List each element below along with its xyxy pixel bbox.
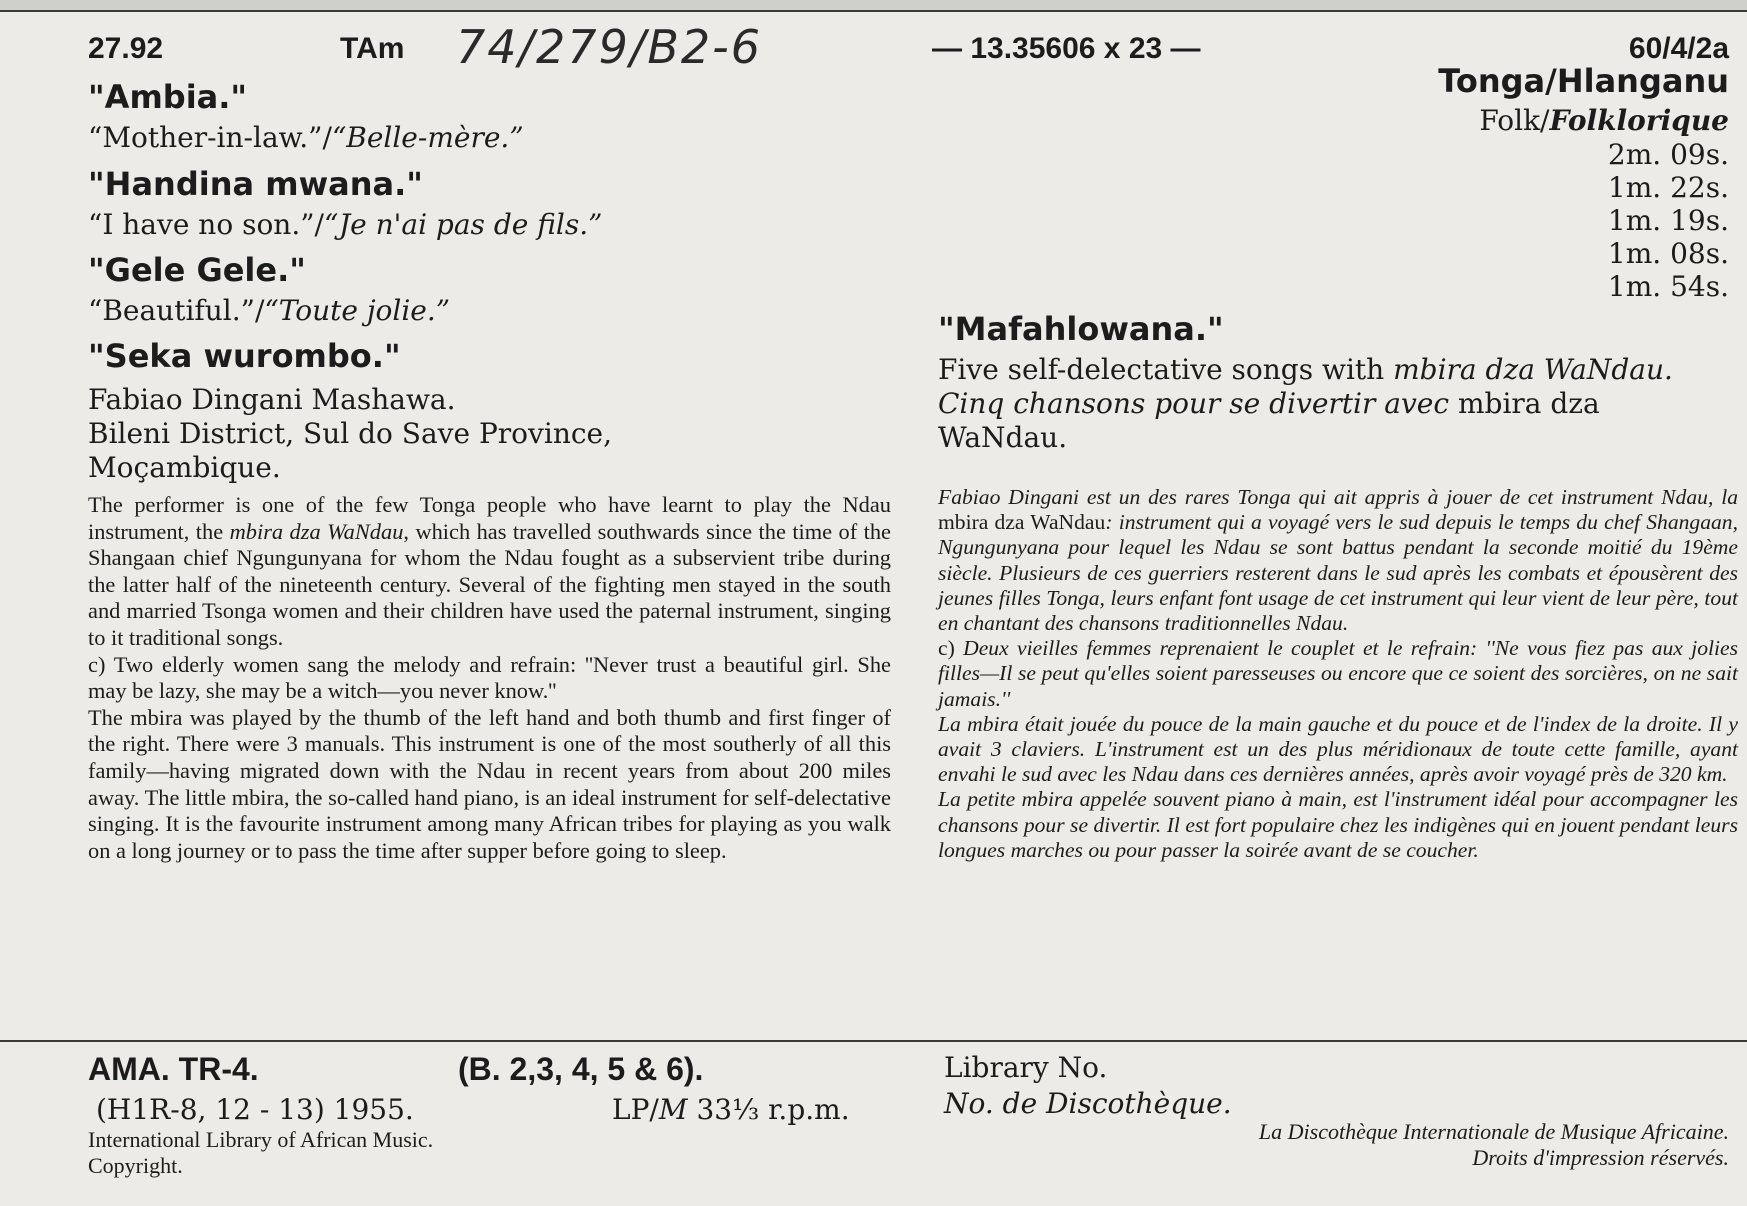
description-fr <box>938 387 1733 455</box>
song-title-mafahlowana: "Mafahlowana." <box>938 310 1224 348</box>
performer-info <box>88 383 888 485</box>
notes-en-text: The performer is one of the few Tonga people who have learnt to play the Ndau instrument, the <box>88 492 891 544</box>
translation-fr: “Je n'ai pas de fils.” <box>324 208 603 241</box>
format-rpm: 33⅓ r.p.m. <box>687 1093 850 1126</box>
format-label <box>612 1093 850 1126</box>
genre-en: Folk/ <box>1479 104 1550 137</box>
item-marker: c) <box>938 636 955 661</box>
translation-en: “Beautiful.”/ <box>88 294 265 327</box>
translation-en: “I have no son.”/ <box>88 208 324 241</box>
notes-en-paragraph-3: The mbira was played by the thumb of the left hand and both thumb and first finger of the right. There were 3 manuals. This instrument is one of the most southerly of all this family—having migrated down with the Ndau in recent years from about 200 miles away. The little mbira, the so-called hand piano, is an ideal instrument for self-delectative singing. It is the favourite instrument among many African tribes for playing as you walk on a long journey or to pass the time after supper before going to sleep. <box>88 704 891 863</box>
genre-label <box>1479 104 1729 137</box>
duration-item: 1m. 54s. <box>1607 270 1729 303</box>
notes-fr-text: : instrument qui a voyagé vers le sud depuis le temps du chef Shangaan, Ngungunyana pour lequel les Ndau se sont battus pendant la seconde moitié du 19ème siècle. Plusieurs de ces guerriers resterent dans le sud après les combats et épousèrent des jeunes filles Tonga, leurs enfant font usage de cet instrument qui leur vient de leur père, tout en chantant des chansons traditionnelles Ndau. <box>938 510 1739 636</box>
tam-label: TAm <box>340 32 405 65</box>
album-code: AMA. TR-4. <box>88 1051 259 1087</box>
duration-item: 1m. 22s. <box>1607 171 1729 204</box>
song-translation-gele <box>88 294 450 327</box>
notes-fr-paragraph-3: La mbira était jouée du pouce de la main gauche et du pouce et de l'index de la droite. Il y avait 3 claviers. L'instrument est un des plus méridionaux de toute cette famille, ayant envahi le sud avec les Ndau dans ces dernières années, après avoir voyagé près de 320 km. <box>938 711 1738 787</box>
instrument-name: mbira dza WaNdau <box>938 510 1106 535</box>
notes-fr-text: Deux vieilles femmes reprenaient le couplet et le refrain: ''Ne vous fiez pas aux jolies filles—Il se peut qu'elles soient paresseuses ou encore que ce soient des sorcières, on ne sait jamais.'' <box>938 636 1738 711</box>
duration-item: 2m. 09s. <box>1607 138 1729 171</box>
catalog-number: 60/4/2a <box>1628 32 1729 65</box>
notes-en-paragraph-2: c) Two elderly women sang the melody and refrain: ''Never trust a beautiful girl. She may be lazy, she may be a witch—you never know.'' <box>88 651 891 704</box>
instrument-name: mbira dza WaNdau. <box>938 387 1600 454</box>
tribe-label: Tonga/Hlanganu <box>1438 62 1729 100</box>
performer-name: Fabiao Dingani Mashawa. <box>88 383 456 416</box>
library-name: International Library of African Music. <box>88 1127 434 1152</box>
translation-fr: “Belle-mère.” <box>331 121 524 154</box>
handwritten-accession: 74/279/B2-6 <box>456 20 763 74</box>
notes-fr-paragraph-4: La petite mbira appelée souvent piano à main, est l'instrument idéal pour accompagner les chansons pour se divertir. Il est fort populaire chez les indigènes qui en jouent pendant leurs longues marches ou pour passer la soirée avant de se coucher. <box>938 787 1738 862</box>
dimension-label: — 13.35606 x 23 — <box>932 32 1201 65</box>
instrument-name: mbira dza WaNdau <box>229 518 404 544</box>
notes-french <box>938 485 1738 863</box>
song-title-ambia: "Ambia." <box>88 78 248 116</box>
bands-label: (B. 2,3, 4, 5 & 6). <box>458 1051 704 1087</box>
duration-item: 1m. 08s. <box>1607 237 1729 270</box>
no-discotheque-label: No. de Discothèque. <box>944 1087 1232 1120</box>
performer-country: Moçambique. <box>88 451 281 484</box>
song-translation-handina <box>88 208 602 241</box>
library-no-label: Library No. <box>944 1051 1108 1084</box>
top-edge <box>0 0 1747 10</box>
song-title-handina: "Handina mwana." <box>88 165 423 203</box>
description-en <box>938 353 1733 387</box>
rights-reserved: Droits d'impression réservés. <box>1472 1145 1729 1170</box>
song-title-seka: "Seka wurombo." <box>88 337 401 375</box>
songs-description <box>938 353 1733 455</box>
instrument-name: mbira dza WaNdau. <box>1393 353 1673 386</box>
format-lp: LP/ <box>612 1093 659 1126</box>
song-translation-ambia <box>88 121 524 154</box>
matrix-year: (H1R-8, 12 - 13) 1955. <box>96 1093 414 1126</box>
duration-item: 1m. 19s. <box>1607 204 1729 237</box>
format-m: M <box>658 1093 688 1126</box>
top-rule <box>0 10 1747 12</box>
description-fr-text: Cinq chansons pour se divertir avec <box>938 387 1458 420</box>
discotheque-name: La Discothèque Internationale de Musique Africaine. <box>1258 1119 1729 1144</box>
footer-rule <box>0 1040 1747 1042</box>
notes-fr-paragraph-2 <box>938 636 1738 712</box>
performer-location: Bileni District, Sul do Save Province, <box>88 417 613 450</box>
notes-en-text: , which has travelled southwards since the time of the Shangaan chief Ngungunyana for whom the Ndau fought as a subservient tribe during the latter half of the nineteenth century. Several of the fighting men stayed in the south and married Tsonga women and their children have used the paternal instrument, singing to it traditional songs. <box>88 518 891 650</box>
copyright-label: Copyright. <box>88 1153 183 1178</box>
translation-en: “Mother-in-law.”/ <box>88 121 332 154</box>
notes-fr-text: Fabiao Dingani est un des rares Tonga qui ait appris à jouer de cet instrument Ndau, la <box>938 485 1738 509</box>
notes-en-paragraph-1 <box>88 492 891 652</box>
durations-list <box>1608 138 1729 303</box>
translation-fr: “Toute jolie.” <box>264 294 451 327</box>
notes-fr-paragraph-1 <box>938 485 1738 636</box>
notes-english <box>88 492 891 864</box>
genre-fr: Folklorique <box>1549 104 1729 137</box>
song-title-gele: "Gele Gele." <box>88 251 306 289</box>
card-number: 27.92 <box>88 32 164 65</box>
description-en-text: Five self-delectative songs with <box>938 353 1394 386</box>
